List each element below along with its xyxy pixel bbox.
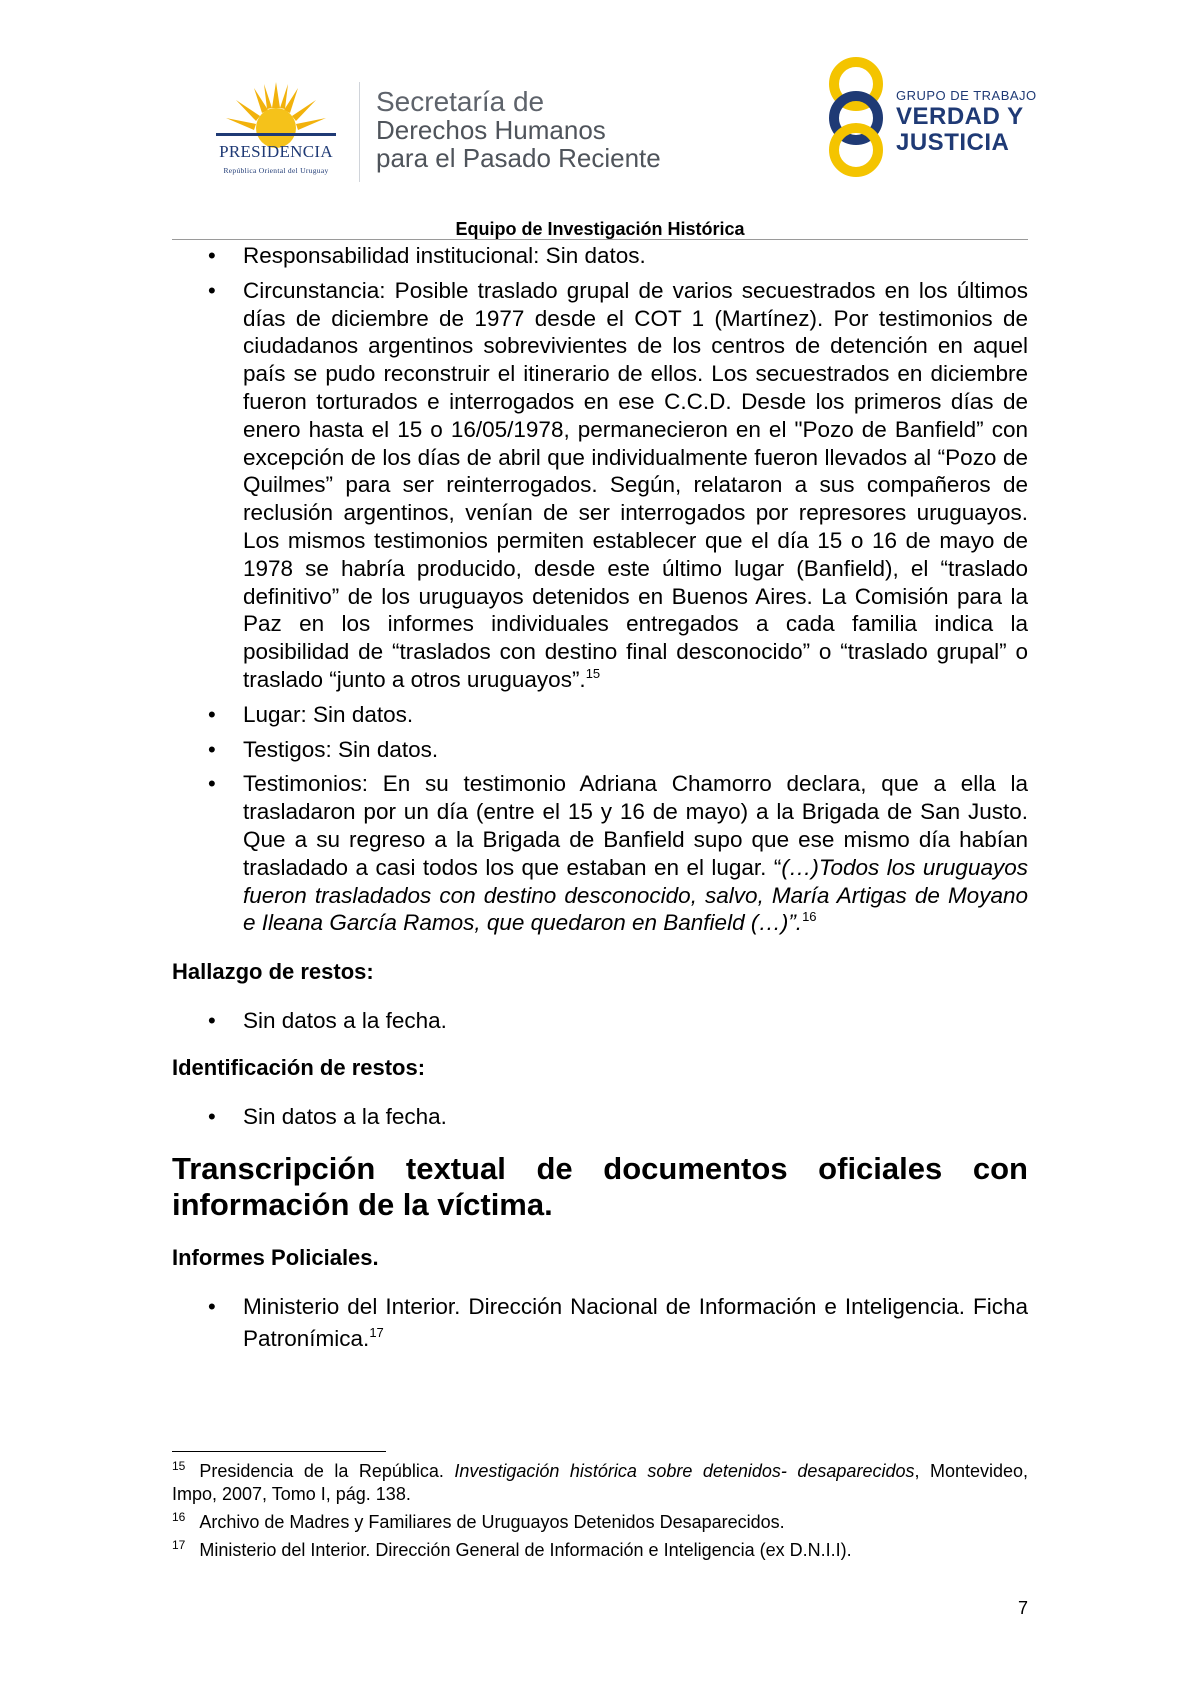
list-item-text: Ministerio del Interior. Dirección Nacional de Información e Inteligencia. Ficha Patronímica.	[243, 1293, 1028, 1351]
page-content	[172, 242, 1028, 1362]
list-item	[172, 736, 1028, 764]
quoted-testimony: (…)Todos los uruguayos fueron trasladados con destino desconocido, salvo, María Artigas de Moyano e Ileana García Ramos, que quedaron en Banfield (…)”.	[243, 854, 1028, 936]
presidencia-name: PRESIDENCIA	[219, 142, 333, 161]
list-item-text: Testimonios: En su testimonio Adriana Chamorro declara, que a ella la trasladaron por un día (entre el 15 y 16 de mayo) a la Brigada de San Justo. Que a su regreso a la Brigada de Banfield supo que ese mismo día habían trasladado a casi todos los que estaban en el lugar. “	[243, 771, 1028, 880]
list-item-text: Sin datos a la fecha.	[243, 1103, 447, 1129]
identificacion-list	[172, 1103, 1028, 1131]
gtvj-line-2: VERDAD Y	[896, 103, 1024, 130]
list-item	[172, 242, 1028, 270]
footnotes	[172, 1455, 1028, 1562]
header-rule	[172, 239, 1028, 240]
secretaria-wordmark	[376, 88, 661, 172]
informes-list	[172, 1291, 1028, 1355]
secretaria-line-2: Derechos Humanos	[376, 115, 606, 145]
gtvj-line-3: JUSTICIA	[896, 129, 1010, 156]
section-title-identificacion: Identificación de restos:	[172, 1054, 426, 1080]
list-item	[172, 1103, 1028, 1131]
list-item	[172, 1007, 1028, 1035]
list-item-text: Lugar: Sin datos.	[243, 701, 414, 727]
list-item-text: Sin datos a la fecha.	[243, 1008, 447, 1034]
hallazgo-list	[172, 1007, 1028, 1035]
list-item-text: Circunstancia: Posible traslado grupal de varios secuestrados en los últimos días de diciembre de 1977 desde el COT 1 (Martínez). Por testimonios de ciudadanos argentinos sobrevivientes de los centros de detención en aquel país se pudo reconstruir el itinerario de ellos. Los secuestrados en diciembre fueron torturados e interrogados en ese C.C.D. Desde los primeros días de enero hasta el 15 o 16/05/1978, permanecieron en el "Pozo de Banfield” con excepción de los días de abril que individualmente fueron llevados al “Pozo de Quilmes” para ser reinterrogados. Según, relataron a sus compañeros de reclusión argentinos, venían de ser interrogados por represores uruguayos. Los mismos testimonios permiten establecer que el día 15 o 16 de mayo de 1978 se habría producido, desde este último lugar (Banfield), el “traslado definitivo” de los uruguayos detenidos en Buenos Aires. La Comisión para la Paz en los informes individuales entregados a cada familia indica la posibilidad de “traslados con destino final desconocido” o “traslado grupal” o traslado “junto a otros uruguayos”.	[243, 277, 1028, 692]
footnote-ref: 15	[585, 665, 601, 681]
list-item	[172, 770, 1028, 937]
footnote-number: 15	[172, 1459, 186, 1473]
list-item	[172, 701, 1028, 729]
running-head: Equipo de Investigación Histórica	[455, 219, 745, 239]
footnote-16	[172, 1506, 1028, 1534]
footnote-title: Investigación histórica sobre detenidos- desaparecidos	[454, 1461, 915, 1481]
footnote-text: Ministerio del Interior. Dirección General de Información e Inteligencia (ex D.N.I.I).	[199, 1540, 852, 1560]
secretaria-line-3: para el Pasado Reciente	[376, 143, 661, 173]
section-title-informes: Informes Policiales.	[172, 1244, 379, 1270]
list-item-text: Testigos: Sin datos.	[243, 736, 439, 762]
footnote-text: Archivo de Madres y Familiares de Uruguayos Detenidos Desaparecidos.	[199, 1512, 785, 1532]
list-item-text: Responsabilidad institucional: Sin datos.	[243, 243, 646, 268]
section-title-hallazgo: Hallazgo de restos:	[172, 959, 374, 985]
footnote-text: , Montevideo, Impo, 2007, Tomo I, pág. 138.	[172, 1461, 1029, 1504]
presidencia-subtitle: República Oriental del Uruguay	[223, 166, 329, 175]
gtvj-line-1: GRUPO DE TRABAJO	[896, 88, 1037, 103]
footnote-17	[172, 1534, 1028, 1562]
verdad-justicia-wordmark	[896, 88, 1037, 156]
presidencia-logo	[196, 78, 356, 178]
footnote-15	[172, 1455, 1028, 1506]
page-number: 7	[1017, 1598, 1028, 1618]
header-divider	[359, 82, 360, 182]
circumstance-list	[172, 242, 1028, 937]
section-title-transcripcion: Transcripción textual de documentos oficiales con información de la víctima.	[172, 1150, 1028, 1222]
footnote-rule	[172, 1451, 386, 1452]
secretaria-line-1: Secretaría de	[376, 86, 545, 117]
footnote-text: Presidencia de la República.	[199, 1461, 455, 1481]
footnote-ref: 16	[802, 909, 817, 925]
list-item	[172, 1291, 1028, 1355]
sun-emblem-icon	[196, 78, 356, 148]
list-item	[172, 277, 1028, 694]
page-header	[0, 0, 1190, 239]
footnote-number: 17	[172, 1538, 186, 1552]
footnote-number: 16	[172, 1510, 186, 1524]
footnote-ref: 17	[369, 1324, 384, 1340]
